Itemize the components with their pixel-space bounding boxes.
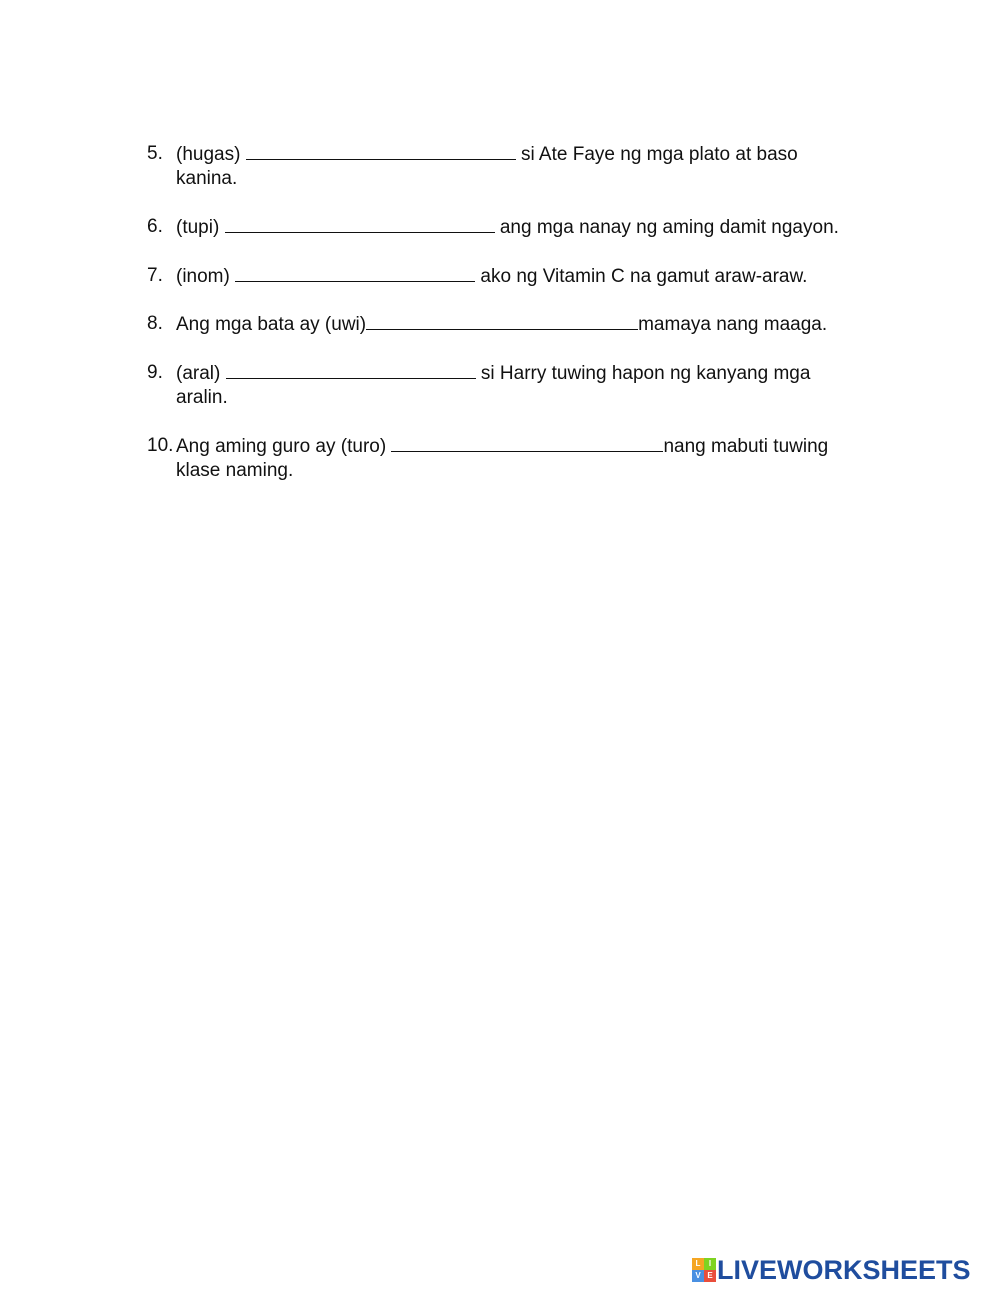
answer-blank[interactable] bbox=[226, 361, 476, 379]
question-line bbox=[176, 142, 876, 167]
logo-mark-letter: E bbox=[704, 1270, 716, 1282]
question-text bbox=[176, 312, 876, 337]
prompt-before: (tupi) bbox=[176, 217, 225, 238]
question-number: 7. bbox=[147, 265, 163, 286]
question-number: 9. bbox=[147, 362, 163, 383]
question-line bbox=[176, 434, 876, 459]
prompt-before: (inom) bbox=[176, 266, 236, 287]
question-line bbox=[176, 264, 876, 289]
question-number: 10. bbox=[147, 435, 174, 456]
answer-blank[interactable] bbox=[235, 264, 475, 282]
answer-blank[interactable] bbox=[225, 215, 495, 233]
logo-text: LIVEWORKSHEETS bbox=[717, 1254, 971, 1285]
logo-mark-letter: I bbox=[704, 1258, 716, 1270]
liveworksheets-logo bbox=[692, 1256, 971, 1284]
prompt-before: Ang mga bata ay (uwi) bbox=[176, 314, 367, 335]
question-number: 5. bbox=[147, 143, 163, 164]
prompt-after: nang mabuti tuwing bbox=[663, 436, 829, 457]
question-line bbox=[176, 312, 876, 337]
question-line bbox=[176, 361, 876, 386]
logo-mark-icon bbox=[692, 1258, 716, 1282]
prompt-after: mamaya nang maaga. bbox=[638, 314, 828, 335]
question-text bbox=[176, 264, 876, 289]
prompt-before: (hugas) bbox=[176, 144, 246, 165]
question-text bbox=[176, 142, 876, 191]
prompt-before: Ang aming guro ay (turo) bbox=[176, 436, 392, 457]
logo-mark-letter: V bbox=[692, 1270, 704, 1282]
question-continuation: aralin. bbox=[176, 387, 228, 408]
question-continuation: klase naming. bbox=[176, 460, 294, 481]
prompt-after: si Ate Faye ng mga plato at baso bbox=[515, 144, 798, 165]
prompt-before: (aral) bbox=[176, 363, 226, 384]
answer-blank[interactable] bbox=[246, 142, 516, 160]
prompt-after: ang mga nanay ng aming damit ngayon. bbox=[494, 217, 839, 238]
question-text bbox=[176, 215, 876, 240]
logo-mark-letter: L bbox=[692, 1258, 704, 1270]
question-text bbox=[176, 434, 876, 483]
question-number: 6. bbox=[147, 216, 163, 237]
prompt-after: si Harry tuwing hapon ng kanyang mga bbox=[475, 363, 811, 384]
question-continuation: kanina. bbox=[176, 168, 238, 189]
question-text bbox=[176, 361, 876, 410]
answer-blank[interactable] bbox=[366, 312, 638, 330]
question-number: 8. bbox=[147, 313, 163, 334]
answer-blank[interactable] bbox=[391, 434, 663, 452]
question-line bbox=[176, 215, 876, 240]
prompt-after: ako ng Vitamin C na gamut araw-araw. bbox=[475, 266, 808, 287]
